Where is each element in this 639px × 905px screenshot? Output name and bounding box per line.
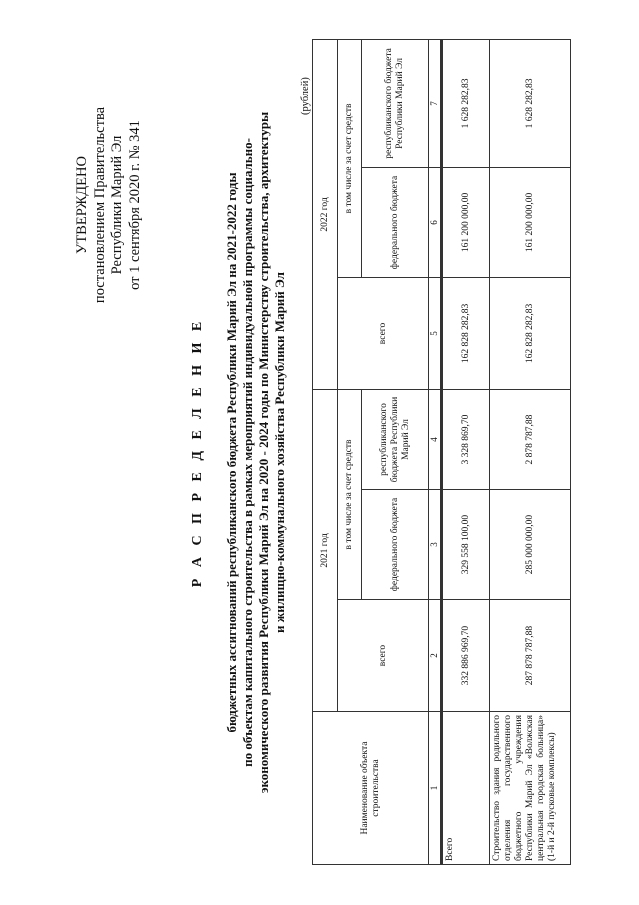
cell-total-2021: 287 878 787,88 — [490, 600, 571, 712]
header-total-2022: всего — [338, 277, 429, 389]
column-index: 2 — [429, 600, 442, 712]
title-line-2: по объектам капитального строительства в рамках мероприятий индивидуальной программы социально- — [240, 138, 255, 767]
title-line-3: экономического развития Республики Марий Эл на 2020 - 2024 годы по Министерству строительства, архитектуры — [256, 111, 271, 794]
column-index: 4 — [429, 389, 442, 489]
column-index: 7 — [429, 39, 442, 167]
header-federal-2021: федерального бюджета — [362, 490, 429, 600]
header-federal-2022: федерального бюджета — [362, 167, 429, 277]
header-republic-2022: республиканского бюджета Республики Марий Эл — [362, 39, 429, 167]
row-name: Строительство здания родильного отделения государственного бюджетного учреждения Республики Марий Эл «Волжская центральная городская больница» (1-й и 2-й пусковые комплексы) — [490, 712, 571, 865]
row-name: Всего — [442, 712, 490, 865]
header-total-2021: всего — [338, 600, 429, 712]
table-row — [442, 39, 490, 864]
header-year-2021: 2021 год — [313, 389, 338, 711]
header-object-name: Наименование объекта строительства — [313, 712, 429, 865]
column-index: 6 — [429, 167, 442, 277]
document-title — [190, 85, 288, 820]
unit-label: (рублей) — [300, 77, 311, 115]
cell-republic-2022: 1 628 282,83 — [490, 39, 571, 167]
column-index: 5 — [429, 277, 442, 389]
cell-republic-2022: 1 628 282,83 — [442, 39, 490, 167]
table-row — [490, 39, 571, 864]
column-index: 1 — [429, 712, 442, 865]
cell-republic-2021: 2 878 787,88 — [490, 389, 571, 489]
approval-line-3: Республики Марий Эл — [109, 135, 125, 275]
cell-federal-2021: 285 000 000,00 — [490, 490, 571, 600]
allocation-table — [312, 39, 571, 865]
approval-stamp — [74, 90, 144, 320]
cell-federal-2021: 329 558 100,00 — [442, 490, 490, 600]
approval-title: УТВЕРЖДЕНО — [74, 156, 90, 254]
approval-line-4: от 1 сентября 2020 г. № 341 — [126, 120, 143, 290]
cell-total-2021: 332 886 969,70 — [442, 600, 490, 712]
header-republic-2021: республиканского бюджета Республики Марий Эл — [362, 389, 429, 489]
header-incl-2022: в том числе за счет средств — [338, 39, 362, 277]
title-heading: Р А С П Р Е Д Е Л Е Н И Е — [190, 317, 205, 588]
cell-federal-2022: 161 200 000,00 — [442, 167, 490, 277]
approval-line-2: постановлением Правительства — [91, 106, 108, 304]
cell-federal-2022: 161 200 000,00 — [490, 167, 571, 277]
column-index: 3 — [429, 490, 442, 600]
title-line-1: бюджетных ассигнований республиканского бюджета Республики Марий Эл на 2021-2022 годы — [224, 172, 239, 733]
cell-total-2022: 162 828 282,83 — [490, 277, 571, 389]
title-line-4: и жилищно-коммунального хозяйства Республики Марий Эл — [272, 272, 287, 633]
header-incl-2021: в том числе за счет средств — [338, 389, 362, 599]
cell-total-2022: 162 828 282,83 — [442, 277, 490, 389]
cell-republic-2021: 3 328 869,70 — [442, 389, 490, 489]
header-year-2022: 2022 год — [313, 39, 338, 389]
